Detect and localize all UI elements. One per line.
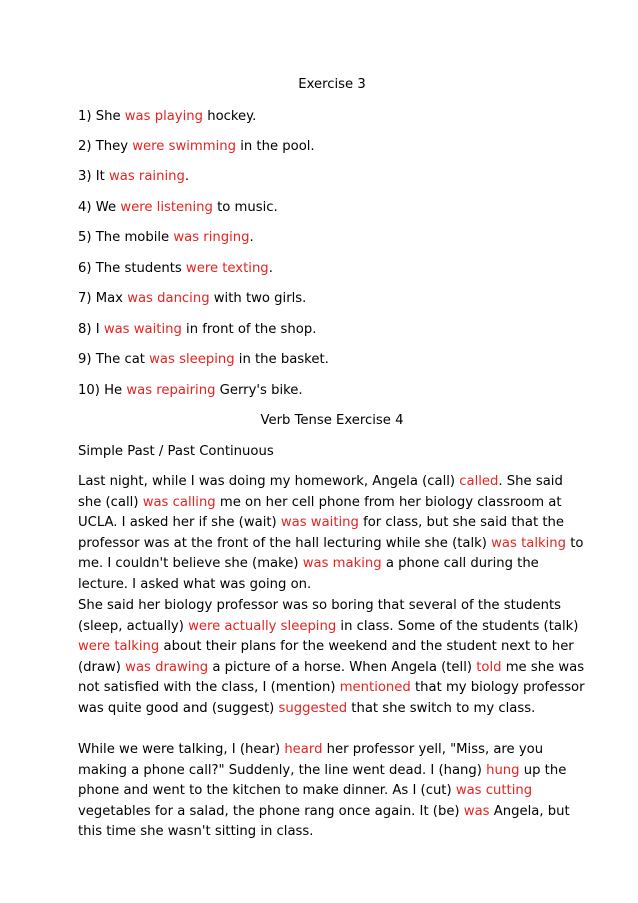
answer: called	[459, 474, 499, 489]
answer: was calling	[142, 494, 216, 510]
paragraph-text: lecture. I asked what was going on.	[78, 576, 312, 592]
paragraph-line	[78, 493, 586, 514]
paragraph-text: making a phone call?" Suddenly, the line went dead. I (hang)	[78, 762, 487, 778]
answer: were texting	[185, 261, 269, 276]
exercise-3-item	[78, 167, 189, 187]
paragraph-text: me on her cell phone from her biology classroom at	[215, 494, 562, 510]
item-text: 6) The students	[78, 261, 186, 276]
paragraph	[78, 596, 586, 720]
item-text: with two girls.	[209, 291, 307, 306]
paragraph-line	[78, 617, 586, 638]
answer: was playing	[124, 109, 204, 124]
item-text: 1) She	[78, 109, 125, 124]
paragraph-text: me she was	[501, 659, 585, 675]
paragraph-line	[78, 761, 586, 782]
exercise-4-title: Verb Tense Exercise 4	[260, 413, 404, 428]
answer: was raining	[108, 169, 185, 184]
item-text: 8) I	[78, 322, 104, 337]
exercise-3-item	[78, 381, 303, 401]
answer: hung	[486, 762, 520, 778]
answer: were actually sleeping	[188, 618, 337, 634]
exercise-3-item	[78, 350, 329, 370]
paragraph-line	[78, 513, 586, 534]
answer: were listening	[120, 200, 213, 215]
answer: suggested	[278, 700, 348, 716]
item-text: .	[184, 169, 190, 184]
paragraph-text: She said her biology professor was so boring that several of the students	[78, 598, 562, 613]
paragraph-line	[78, 575, 586, 596]
exercise-3-item	[78, 228, 254, 248]
exercise-4-subtitle: Simple Past / Past Continuous	[78, 444, 274, 459]
exercise-3-item	[78, 137, 315, 157]
paragraph-line	[78, 534, 586, 555]
paragraph-text: (draw)	[78, 659, 126, 675]
item-text: 9) The cat	[78, 352, 150, 367]
exercise-3-title: Exercise 3	[298, 77, 366, 92]
paragraph-text: up the	[519, 762, 567, 778]
answer: was sleeping	[149, 352, 235, 367]
answer: was dancing	[127, 291, 210, 306]
exercise-3-item	[78, 289, 306, 309]
item-text: hockey.	[203, 109, 257, 124]
paragraph	[78, 740, 586, 843]
paragraph-text: While we were talking, I (hear)	[78, 742, 285, 757]
paragraph-text: (sleep, actually)	[78, 618, 189, 634]
answer: was cutting	[455, 783, 533, 799]
answer: was	[463, 803, 490, 819]
exercise-3-item	[78, 259, 273, 279]
paragraph-line	[78, 740, 586, 761]
item-text: 5) The mobile	[78, 230, 174, 245]
answer: was waiting	[280, 515, 359, 531]
paragraph-text: that she switch to my class.	[347, 700, 536, 716]
paragraph-text: this time she wasn't sitting in class.	[78, 824, 314, 840]
paragraph-text: not satisfied with the class, I (mention)	[78, 680, 340, 696]
answer: was talking	[491, 535, 567, 551]
paragraph-line	[78, 472, 586, 493]
paragraph-text: to	[566, 535, 584, 551]
paragraph-text: she (call)	[78, 494, 143, 510]
paragraph-text: vegetables for a salad, the phone rang once again. It (be)	[78, 803, 464, 819]
exercise-3-item	[78, 198, 278, 218]
answer: heard	[284, 742, 323, 757]
item-text: in the basket.	[234, 352, 329, 367]
item-text: .	[249, 230, 254, 245]
answer: was waiting	[103, 322, 182, 337]
paragraph-line	[78, 802, 586, 823]
paragraph-text: a picture of a horse. When Angela (tell)	[208, 659, 477, 675]
paragraph-text: professor was at the front of the hall lecturing while she (talk)	[78, 535, 492, 551]
item-text: .	[268, 261, 273, 276]
item-text: 4) We	[78, 200, 121, 215]
paragraph-text: that my biology professor	[410, 680, 585, 696]
paragraph-line	[78, 781, 586, 802]
answer: mentioned	[339, 680, 411, 696]
paragraph-line	[78, 822, 586, 843]
answer: were swimming	[132, 139, 237, 154]
paragraph-text: UCLA. I asked her if she (wait)	[78, 515, 281, 531]
item-text: in the pool.	[236, 139, 315, 154]
paragraph-line	[78, 596, 586, 617]
answer: was making	[302, 556, 382, 572]
item-text: in front of the shop.	[181, 322, 317, 337]
paragraph-text: was quite good and (suggest)	[78, 700, 279, 716]
paragraph-line	[78, 678, 586, 699]
paragraph-text: a phone call during the	[381, 556, 539, 572]
answer: told	[476, 659, 502, 675]
paragraph-text: for class, but she said that the	[358, 515, 564, 531]
paragraph-text: in class. Some of the students (talk)	[336, 618, 579, 634]
item-text: Gerry's bike.	[215, 383, 303, 398]
answer: were talking	[78, 639, 160, 655]
paragraph-line	[78, 699, 586, 720]
item-text: 2) They	[78, 139, 133, 154]
answer: was drawing	[125, 659, 209, 675]
paragraph-text: Angela, but	[489, 803, 570, 819]
item-text: 3) It	[78, 169, 109, 184]
item-text: 10) He	[78, 383, 127, 398]
paragraph-line	[78, 554, 586, 575]
paragraph-text: her professor yell, "Miss, are you	[322, 742, 544, 757]
item-text: to music.	[212, 200, 278, 215]
paragraph	[78, 472, 586, 596]
answer: was repairing	[126, 383, 216, 398]
exercise-3-item	[78, 320, 316, 340]
answer: was ringing	[173, 230, 250, 245]
exercise-3-item	[78, 107, 256, 127]
paragraph-line	[78, 637, 586, 658]
paragraph-text: about their plans for the weekend and the student next to her	[159, 639, 574, 655]
paragraph-text: . She said	[498, 474, 563, 489]
paragraph-line	[78, 658, 586, 679]
paragraph-text: Last night, while I was doing my homework, Angela (call)	[78, 474, 460, 489]
paragraph-text: phone and went to the kitchen to make dinner. As I (cut)	[78, 783, 456, 799]
paragraph-text: me. I couldn't believe she (make)	[78, 556, 303, 572]
item-text: 7) Max	[78, 291, 128, 306]
